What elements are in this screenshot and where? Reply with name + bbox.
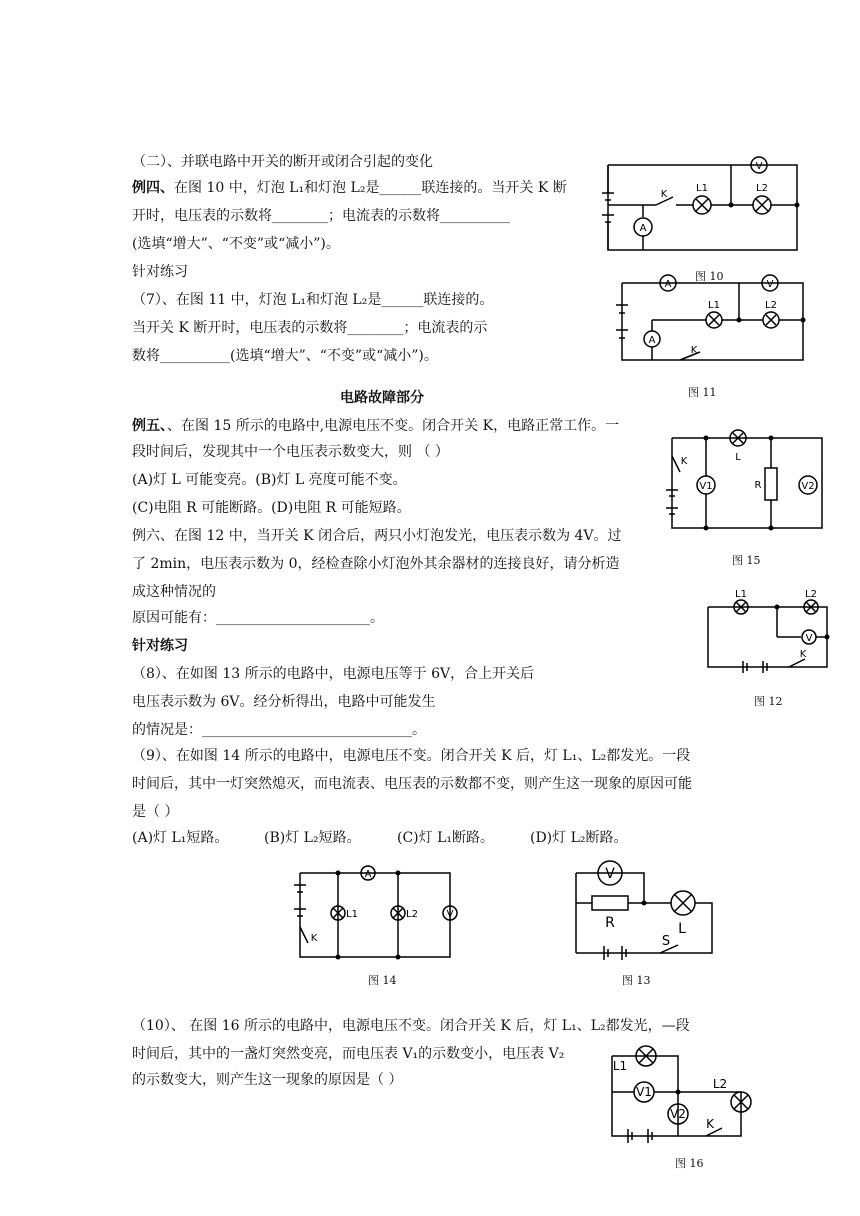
fig16-v1-label: V1 bbox=[636, 1085, 652, 1099]
fig16-k-label: K bbox=[706, 1117, 714, 1131]
example-6-line-1: 例六、在图 12 中，当开关 K 闭合后，两只小灯泡发光，电压表示数为 4V。过 bbox=[132, 528, 622, 544]
question-10-line-2: 时间后，其中的一盏灯突然变亮，而电压表 V₁的示数变小，电压表 V₂ bbox=[132, 1046, 565, 1062]
figure-12-circuit bbox=[705, 589, 835, 670]
example-5-options-cd: (C)电阻 R 可能断路。(D)电阻 R 可能短路。 bbox=[132, 500, 411, 516]
fig14-a-label: A bbox=[364, 869, 372, 880]
fig15-r-label: R bbox=[754, 480, 762, 491]
figure-10-caption: 图 10 bbox=[695, 270, 724, 283]
example-5-options-ab: (A)灯 L 可能变亮。(B)灯 L 亮度可能不变。 bbox=[132, 472, 407, 488]
fig11-a2-label: A bbox=[648, 335, 656, 346]
question-7-line-3: 数将__________(选填“增大”、“不变”或“减小”)。 bbox=[132, 348, 438, 364]
figure-16-caption: 图 16 bbox=[675, 1157, 704, 1170]
fig16-v2-label: V2 bbox=[670, 1107, 686, 1121]
example-5-line-1 bbox=[132, 416, 619, 436]
fig13-s-label: S bbox=[661, 934, 671, 949]
figure-13-caption: 图 13 bbox=[622, 974, 651, 987]
fig11-v-label: V bbox=[766, 279, 774, 290]
fig14-l1-label: L1 bbox=[346, 909, 358, 920]
figure-15-caption: 图 15 bbox=[732, 554, 761, 567]
fig11-l2-label: L2 bbox=[765, 300, 777, 311]
question-9-option-a: (A)灯 L₁短路。 bbox=[132, 830, 229, 846]
fig12-l1-label: L1 bbox=[735, 589, 747, 600]
fig10-a-label: A bbox=[639, 223, 647, 234]
fig11-l1-label: L1 bbox=[708, 300, 720, 311]
example-5-text: 、在图 15 所示的电路中,电源电压不变。闭合开关 K，电路正常工作。一 bbox=[167, 418, 620, 434]
example-4-line-2: 开时，电压表的示数将________；电流表的示数将__________ bbox=[132, 208, 510, 224]
fig12-v-label: V bbox=[805, 633, 813, 644]
example-6-line-2: 了 2min，电压表示数为 0，经检查除小灯泡外其余器材的连接良好，请分析造 bbox=[132, 556, 620, 572]
fig10-l1-label: L1 bbox=[696, 183, 708, 194]
fig16-l1-label: L1 bbox=[612, 1059, 628, 1073]
question-9-line-2: 时间后，其中一灯突然熄灭，而电流表、电压表的示数都不变，则产生这一现象的原因可能 bbox=[132, 776, 692, 792]
question-9-option-c: (C)灯 L₁断路。 bbox=[397, 830, 494, 846]
fig12-k-label: K bbox=[799, 649, 807, 660]
figure-14-circuit bbox=[290, 865, 460, 960]
question-9-line-3: 是（ ） bbox=[132, 804, 179, 820]
example-5-line-2: 段时间后，发现其中一个电压表示数变大，则 （ ） bbox=[132, 444, 449, 460]
question-8-line-1: （8）、在如图 13 所示的电路中，电源电压等于 6V，合上开关后 bbox=[132, 666, 535, 682]
example-6-line-3: 成这种情况的 bbox=[132, 584, 216, 600]
question-9-option-d: (D)灯 L₂断路。 bbox=[530, 830, 628, 846]
figure-12-caption: 图 12 bbox=[754, 695, 783, 708]
fig14-v-label: V bbox=[446, 909, 454, 920]
example-5-label: 例五、 bbox=[132, 418, 167, 434]
fig15-v1-label: V1 bbox=[699, 481, 713, 492]
figure-13-circuit bbox=[570, 855, 720, 965]
figure-11-caption: 图 11 bbox=[688, 386, 717, 399]
question-9-option-b: (B)灯 L₂短路。 bbox=[264, 830, 361, 846]
fig16-l2-label: L2 bbox=[712, 1077, 728, 1091]
figure-10-circuit bbox=[598, 155, 798, 255]
fig14-l2-label: L2 bbox=[406, 909, 418, 920]
practice-heading-2: 针对练习 bbox=[132, 638, 188, 654]
fig12-l2-label: L2 bbox=[805, 589, 817, 600]
section-heading: （二）、并联电路中开关的断开或闭合引起的变化 bbox=[132, 154, 433, 170]
question-10-line-3: 的示数变大，则产生这一现象的原因是（ ） bbox=[132, 1072, 403, 1088]
fig13-r-label: R bbox=[605, 915, 615, 931]
example-6-line-4: 原因可能有：______________________。 bbox=[132, 610, 384, 626]
fig10-l2-label: L2 bbox=[756, 183, 768, 194]
fig14-k-label: K bbox=[310, 933, 318, 944]
figure-16-circuit bbox=[606, 1040, 756, 1140]
question-7-line-1: （7）、在图 11 中，灯泡 L₁和灯泡 L₂是______联连接的。 bbox=[132, 292, 494, 308]
fig13-l-label: L bbox=[678, 921, 686, 937]
question-7-line-2: 当开关 K 断开时，电压表的示数将________；电流表的示 bbox=[132, 320, 488, 336]
figure-11-circuit bbox=[608, 275, 808, 365]
question-8-line-3: 的情况是：______________________________。 bbox=[132, 722, 426, 738]
example-4-label: 例四、 bbox=[132, 180, 174, 196]
practice-heading: 针对练习 bbox=[132, 264, 188, 280]
example-4-line-3: (选填“增大”、“不变”或“减小”)。 bbox=[132, 236, 340, 252]
fault-section-heading: 电路故障部分 bbox=[340, 390, 424, 406]
example-4-line-1 bbox=[132, 178, 567, 198]
figure-14-caption: 图 14 bbox=[368, 974, 397, 987]
fig10-v-label: V bbox=[755, 161, 763, 172]
question-8-line-2: 电压表示数为 6V。经分析得出，电路中可能发生 bbox=[132, 694, 436, 710]
fig11-k-label: K bbox=[690, 345, 698, 356]
fig10-k-label: K bbox=[660, 189, 668, 200]
fig15-k-label: K bbox=[680, 456, 688, 467]
fig13-v-label: V bbox=[605, 866, 615, 882]
example-4-text: 在图 10 中，灯泡 L₁和灯泡 L₂是______联连接的。当开关 K 断 bbox=[174, 180, 567, 196]
fig11-a-label: A bbox=[664, 279, 672, 290]
question-9-line-1: （9）、在如图 14 所示的电路中，电源电压不变。闭合开关 K 后，灯 L₁、L₂都发光。一段 bbox=[132, 748, 691, 764]
figure-15-circuit bbox=[660, 428, 830, 528]
fig15-l-label: L bbox=[735, 452, 741, 463]
fig15-v2-label: V2 bbox=[801, 481, 815, 492]
question-10-line-1: （10）、 在图 16 所示的电路中，电源电压不变。闭合开关 K 后，灯 L₁、L₂都发光，—段 bbox=[132, 1018, 690, 1034]
